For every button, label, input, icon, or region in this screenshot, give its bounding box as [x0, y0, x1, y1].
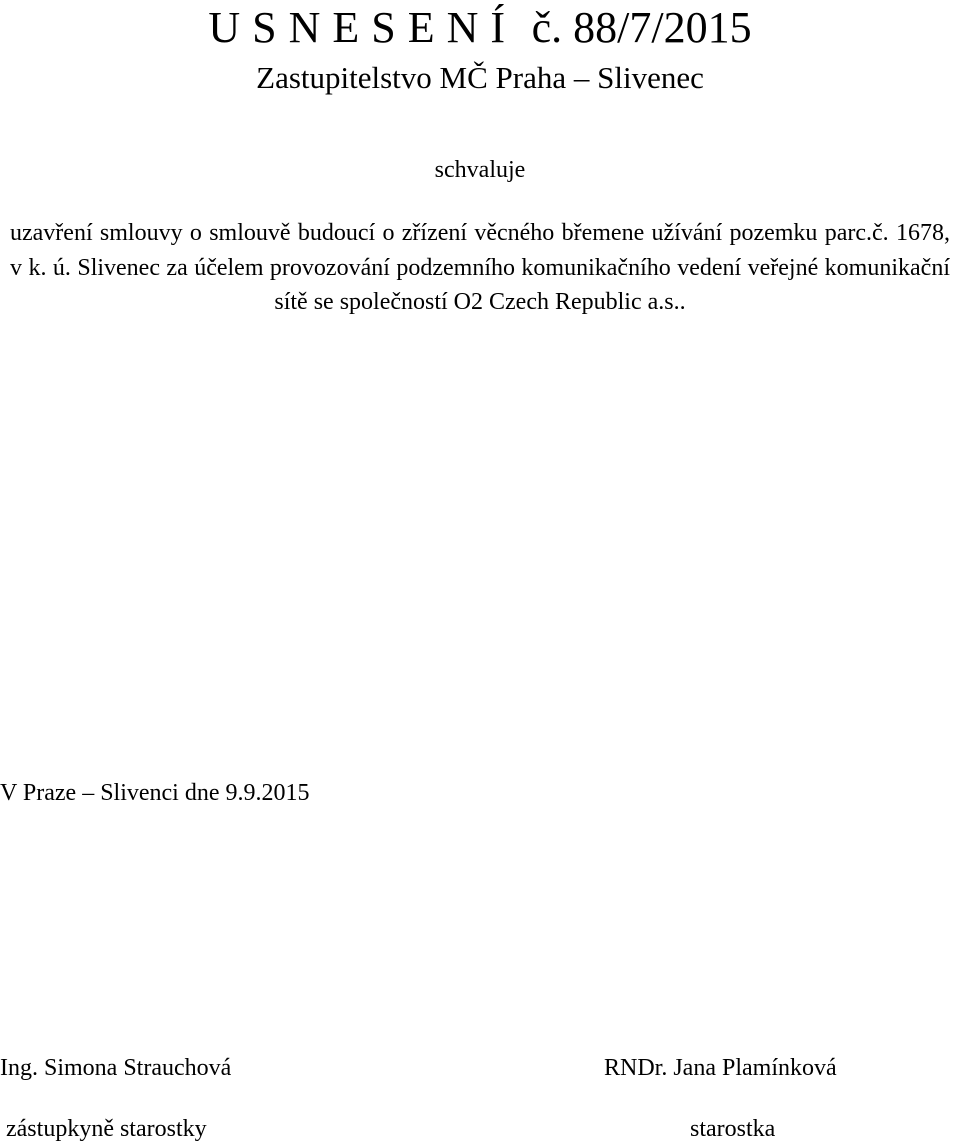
signatory-left-name: Ing. Simona Strauchová: [0, 1055, 232, 1081]
signatory-left-role: zástupkyně starostky: [6, 1116, 207, 1142]
resolution-text: uzavření smlouvy o smlouvě budoucí o zřízení věcného břemene užívání pozemku parc.č. 1678, v k. ú. Slivenec za účelem provozování podzemního komunikačního vedení veřejné komunikační sítě se společností O2 Czech Republic a.s..: [10, 220, 950, 315]
signatory-right-name: RNDr. Jana Plamínková: [604, 1055, 837, 1081]
resolution-verb: schvaluje: [434, 157, 526, 183]
place-and-date: V Praze – Slivenci dne 9.9.2015: [0, 780, 310, 806]
document-title: [0, 0, 960, 58]
signatory-right-role: starostka: [690, 1116, 776, 1142]
issuing-body: Zastupitelstvo MČ Praha – Slivenec: [256, 60, 704, 95]
title-word: U S N E S E N Í: [208, 3, 506, 52]
resolution-number: č. 88/7/2015: [531, 3, 752, 52]
